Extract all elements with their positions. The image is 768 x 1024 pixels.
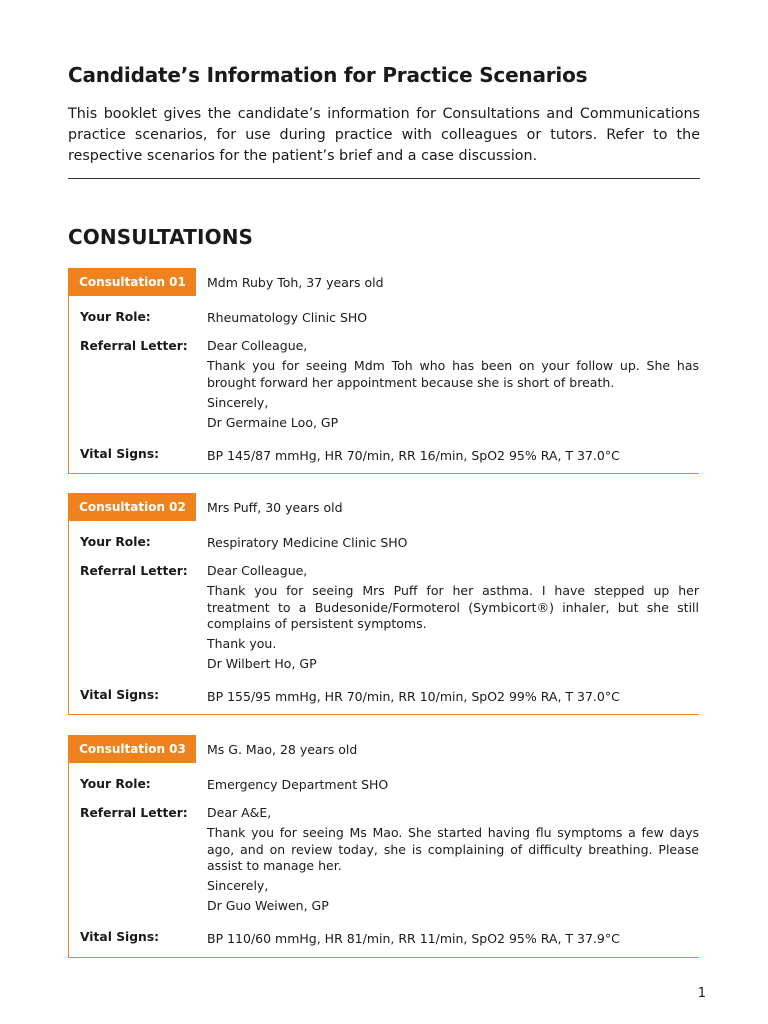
consultation-tag: Consultation 01 [69,268,196,296]
role-value: Emergency Department SHO [207,777,389,792]
consultation-card [68,268,699,474]
vitals-value: BP 155/95 mmHg, HR 70/min, RR 10/min, SpO2 99% RA, T 37.0°C [207,689,620,704]
role-value: Respiratory Medicine Clinic SHO [207,535,408,550]
referral-label: Referral Letter: [80,564,188,578]
page-title: Candidate’s Information for Practice Scenarios [68,63,588,87]
letter-closing: Sincerely, [207,878,269,893]
vitals-value: BP 110/60 mmHg, HR 81/min, RR 11/min, SpO2 95% RA, T 37.9°C [207,931,620,946]
letter-closing: Sincerely, [207,394,269,410]
letter-closing: Thank you. [207,636,277,651]
letter-body: Thank you for seeing Mdm Toh who has been on your follow up. She has brought forward her appointment because she is short of breath. [207,358,699,390]
patient-name: Mdm Ruby Toh, 37 years old [207,275,384,290]
vitals-label: Vital Signs: [80,447,160,461]
vitals-label: Vital Signs: [80,930,160,944]
referral-label: Referral Letter: [80,339,188,353]
letter-body: Thank you for seeing Ms Mao. She started having flu symptoms a few days ago, and on review today, she is complaining of difficulty breathing. Please assist to manage her. [207,825,699,873]
page-number: 1 [697,986,706,1001]
divider [68,178,700,179]
letter-signature: Dr Germaine Loo, GP [207,414,339,430]
letter-salutation: Dear Colleague, [207,563,308,578]
consultation-card [68,735,699,958]
role-label: Your Role: [80,535,151,549]
patient-name: Mrs Puff, 30 years old [207,500,343,515]
section-heading: CONSULTATIONS [68,225,254,249]
role-label: Your Role: [80,777,151,791]
intro-paragraph: This booklet gives the candidate’s information for Consultations and Communications practice scenarios, for use during practice with colleagues or tutors. Refer to the respective scenarios for the patient’s brief and a case discussion. [68,106,700,164]
letter-signature: Dr Guo Weiwen, GP [207,898,329,913]
letter-salutation: Dear A&E, [207,805,272,820]
consultation-card [68,493,699,715]
vitals-value: BP 145/87 mmHg, HR 70/min, RR 16/min, SpO2 95% RA, T 37.0°C [207,448,620,463]
referral-letter [207,805,699,918]
letter-body: Thank you for seeing Mrs Puff for her asthma. I have stepped up her treatment to a Budesonide/Formoterol (Symbicort®) inhaler, but she still complains of persistent symptoms. [207,583,699,631]
letter-salutation: Dear Colleague, [207,338,308,353]
vitals-label: Vital Signs: [80,688,160,702]
role-value: Rheumatology Clinic SHO [207,310,368,325]
consultation-tag: Consultation 02 [69,493,196,521]
letter-signature: Dr Wilbert Ho, GP [207,656,317,671]
patient-name: Ms G. Mao, 28 years old [207,742,358,757]
referral-letter [207,338,699,435]
referral-letter [207,563,699,676]
role-label: Your Role: [80,310,151,324]
consultation-tag: Consultation 03 [69,735,196,763]
referral-label: Referral Letter: [80,806,188,820]
